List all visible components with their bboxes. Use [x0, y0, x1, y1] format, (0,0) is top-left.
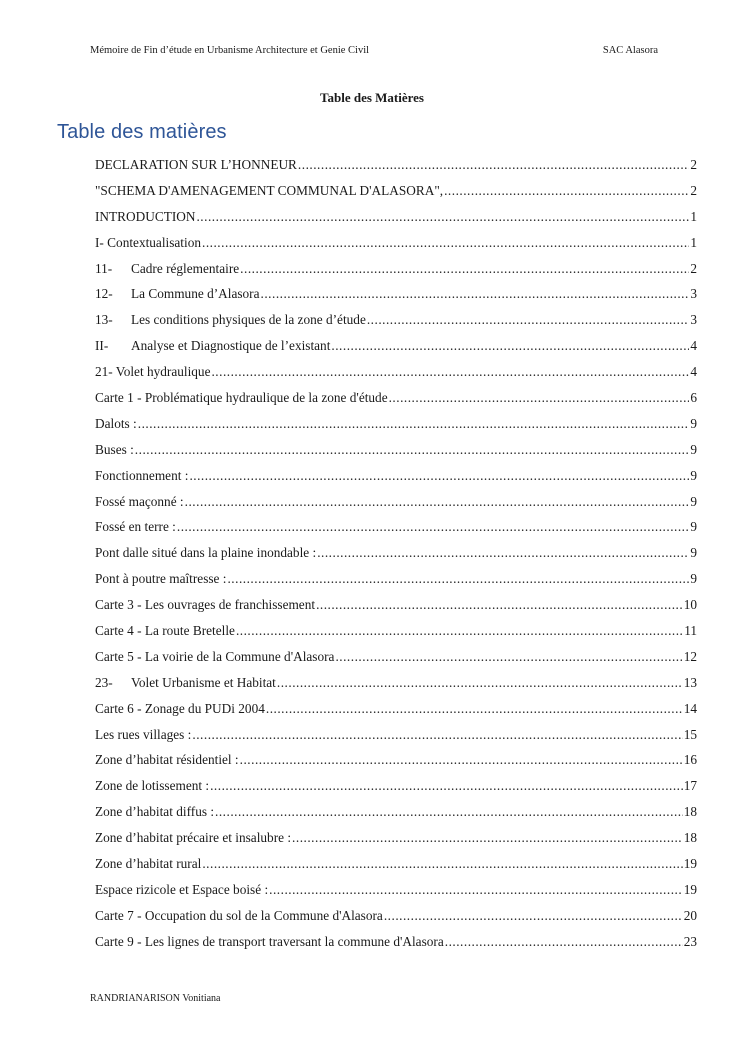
- toc-heading: Table des matières: [57, 121, 227, 143]
- toc-dot-leader: [138, 414, 690, 434]
- toc-dot-leader: [261, 284, 690, 304]
- toc-dot-leader: [389, 388, 690, 408]
- toc-entry[interactable]: [95, 906, 697, 932]
- toc-entry-label: Carte 7 - Occupation du sol de la Commune d'Alasora: [95, 907, 383, 923]
- toc-entry-label: Analyse et Diagnostique de l’existant: [131, 338, 331, 354]
- toc-page-number: 18: [683, 804, 697, 820]
- toc-entry[interactable]: [95, 880, 697, 906]
- toc-entry-number: 23-: [95, 674, 113, 690]
- toc-entry[interactable]: [95, 517, 697, 543]
- toc-dot-leader: [316, 595, 683, 615]
- toc-entry[interactable]: [95, 932, 697, 958]
- toc-entry-label: Dalots :: [95, 415, 137, 431]
- toc-dot-leader: [189, 466, 689, 486]
- toc-dot-leader: [177, 517, 689, 537]
- toc-dot-leader: [277, 673, 683, 693]
- toc-dot-leader: [445, 932, 683, 952]
- toc-page-number: 4: [690, 338, 697, 354]
- toc-entry[interactable]: [95, 854, 697, 880]
- toc-entry-label: "SCHEMA D'AMENAGEMENT COMMUNAL D'ALASORA",: [95, 182, 444, 198]
- toc-dot-leader: [215, 802, 683, 822]
- toc-entry-label: Les conditions physiques de la zone d’étude: [131, 312, 366, 328]
- toc-page-number: 9: [690, 467, 697, 483]
- toc-dot-leader: [236, 621, 683, 641]
- toc-page-number: 11: [684, 623, 697, 639]
- toc-dot-leader: [196, 207, 689, 227]
- page-footer-author: RANDRIANARISON Vonitiana: [90, 993, 221, 1004]
- table-of-contents: [95, 155, 697, 958]
- toc-entry[interactable]: [95, 492, 697, 518]
- toc-entry[interactable]: [95, 699, 697, 725]
- toc-entry[interactable]: [95, 776, 697, 802]
- toc-entry-label: Zone de lotissement :: [95, 778, 210, 794]
- toc-page-number: 10: [683, 597, 697, 613]
- toc-entry[interactable]: [95, 259, 697, 285]
- toc-entry[interactable]: [95, 543, 697, 569]
- toc-page-number: 13: [683, 674, 697, 690]
- toc-entry-label: Carte 6 - Zonage du PUDi 2004: [95, 700, 265, 716]
- toc-entry[interactable]: [95, 362, 697, 388]
- toc-entry-number: 13-: [95, 312, 113, 328]
- toc-entry-label: Cadre réglementaire: [131, 260, 240, 276]
- toc-dot-leader: [269, 880, 683, 900]
- toc-dot-leader: [331, 336, 689, 356]
- toc-entry[interactable]: [95, 284, 697, 310]
- toc-page-number: 9: [690, 493, 697, 509]
- toc-page-number: 23: [683, 933, 697, 949]
- toc-entry-label: Zone d’habitat précaire et insalubre :: [95, 830, 292, 846]
- toc-dot-leader: [266, 699, 683, 719]
- toc-dot-leader: [211, 362, 689, 382]
- toc-entry-label: Fonctionnement :: [95, 467, 189, 483]
- toc-entry[interactable]: [95, 569, 697, 595]
- toc-entry[interactable]: [95, 414, 697, 440]
- toc-entry-label: Carte 4 - La route Bretelle: [95, 623, 235, 639]
- toc-page-number: 19: [683, 856, 697, 872]
- toc-dot-leader: [185, 492, 690, 512]
- toc-entry[interactable]: [95, 725, 697, 751]
- toc-dot-leader: [317, 543, 689, 563]
- toc-page-number: 2: [690, 182, 697, 198]
- toc-page-number: 1: [690, 208, 697, 224]
- toc-page-number: 16: [683, 752, 697, 768]
- toc-page-number: 2: [690, 260, 697, 276]
- toc-dot-leader: [210, 776, 683, 796]
- running-header-left: Mémoire de Fin d’étude en Urbanisme Architecture et Genie Civil: [90, 45, 370, 56]
- toc-entry-label: Carte 5 - La voirie de la Commune d'Alasora: [95, 648, 335, 664]
- toc-entry-label: Fossé en terre :: [95, 519, 176, 535]
- toc-page-number: 17: [683, 778, 697, 794]
- toc-page-number: 1: [690, 234, 697, 250]
- toc-entry-label: Fossé maçonné :: [95, 493, 184, 509]
- toc-entry[interactable]: [95, 388, 697, 414]
- toc-entry-label: Zone d’habitat résidentiel :: [95, 752, 239, 768]
- toc-entry[interactable]: [95, 673, 697, 699]
- toc-entry[interactable]: [95, 647, 697, 673]
- toc-dot-leader: [384, 906, 683, 926]
- toc-entry[interactable]: [95, 181, 697, 207]
- toc-entry[interactable]: [95, 595, 697, 621]
- toc-entry[interactable]: [95, 828, 697, 854]
- toc-entry-number: 12-: [95, 286, 113, 302]
- toc-dot-leader: [292, 828, 683, 848]
- toc-entry[interactable]: [95, 621, 697, 647]
- toc-entry-label: Buses :: [95, 441, 134, 457]
- toc-entry[interactable]: [95, 750, 697, 776]
- toc-entry-number: 11-: [95, 260, 113, 276]
- toc-entry-label: Carte 1 - Problématique hydraulique de la zone d'étude: [95, 390, 388, 406]
- toc-page-number: 12: [683, 648, 697, 664]
- toc-page-number: 20: [683, 907, 697, 923]
- toc-dot-leader: [202, 854, 682, 874]
- toc-page-number: 3: [690, 312, 697, 328]
- toc-dot-leader: [202, 233, 689, 253]
- toc-dot-leader: [367, 310, 689, 330]
- toc-entry[interactable]: [95, 310, 697, 336]
- toc-page-number: 9: [690, 519, 697, 535]
- toc-dot-leader: [135, 440, 690, 460]
- toc-entry-label: Zone d’habitat diffus :: [95, 804, 215, 820]
- toc-entry-label: I- Contextualisation: [95, 234, 201, 250]
- toc-page-number: 3: [690, 286, 697, 302]
- toc-entry-label: Les rues villages :: [95, 726, 192, 742]
- toc-entry-label: DECLARATION SUR L’HONNEUR: [95, 157, 297, 172]
- toc-page-number: 6: [690, 390, 697, 406]
- toc-entry[interactable]: [95, 207, 697, 233]
- toc-page-number: 4: [690, 364, 697, 380]
- toc-entry[interactable]: [95, 155, 697, 181]
- toc-entry-label: Carte 9 - Les lignes de transport traversant la commune d'Alasora: [95, 933, 444, 949]
- toc-page-number: 19: [683, 881, 697, 897]
- toc-entry-number: II-: [95, 338, 109, 354]
- toc-dot-leader: [227, 569, 689, 589]
- toc-entry[interactable]: [95, 802, 697, 828]
- toc-entry[interactable]: [95, 440, 697, 466]
- toc-entry-label: Espace rizicole et Espace boisé :: [95, 881, 269, 897]
- toc-page-number: 14: [683, 700, 697, 716]
- toc-page-number: 15: [683, 726, 697, 742]
- toc-page-number: 9: [690, 441, 697, 457]
- toc-dot-leader: [444, 181, 689, 201]
- toc-entry[interactable]: [95, 336, 697, 362]
- toc-page-number: 2: [690, 157, 697, 172]
- toc-entry[interactable]: [95, 466, 697, 492]
- toc-entry-label: Volet Urbanisme et Habitat: [131, 674, 276, 690]
- toc-entry-label: Pont à poutre maîtresse :: [95, 571, 227, 587]
- toc-entry-label: Carte 3 - Les ouvrages de franchissement: [95, 597, 316, 613]
- toc-dot-leader: [240, 259, 689, 279]
- toc-entry-label: 21- Volet hydraulique: [95, 364, 211, 380]
- toc-page-number: 9: [690, 545, 697, 561]
- toc-entry-label: Pont dalle situé dans la plaine inondable :: [95, 545, 317, 561]
- toc-dot-leader: [298, 155, 689, 175]
- toc-dot-leader: [192, 725, 682, 745]
- toc-page-number: 18: [683, 830, 697, 846]
- toc-dot-leader: [240, 750, 683, 770]
- toc-dot-leader: [335, 647, 682, 667]
- page-title: Table des Matières: [320, 90, 424, 105]
- toc-page-number: 9: [690, 571, 697, 587]
- toc-entry-label: INTRODUCTION: [95, 208, 196, 224]
- toc-entry-label: La Commune d’Alasora: [131, 286, 260, 302]
- running-header-right: SAC Alasora: [602, 45, 658, 56]
- toc-entry[interactable]: [95, 233, 697, 259]
- toc-entry-label: Zone d’habitat rural: [95, 856, 202, 872]
- toc-page-number: 9: [690, 415, 697, 431]
